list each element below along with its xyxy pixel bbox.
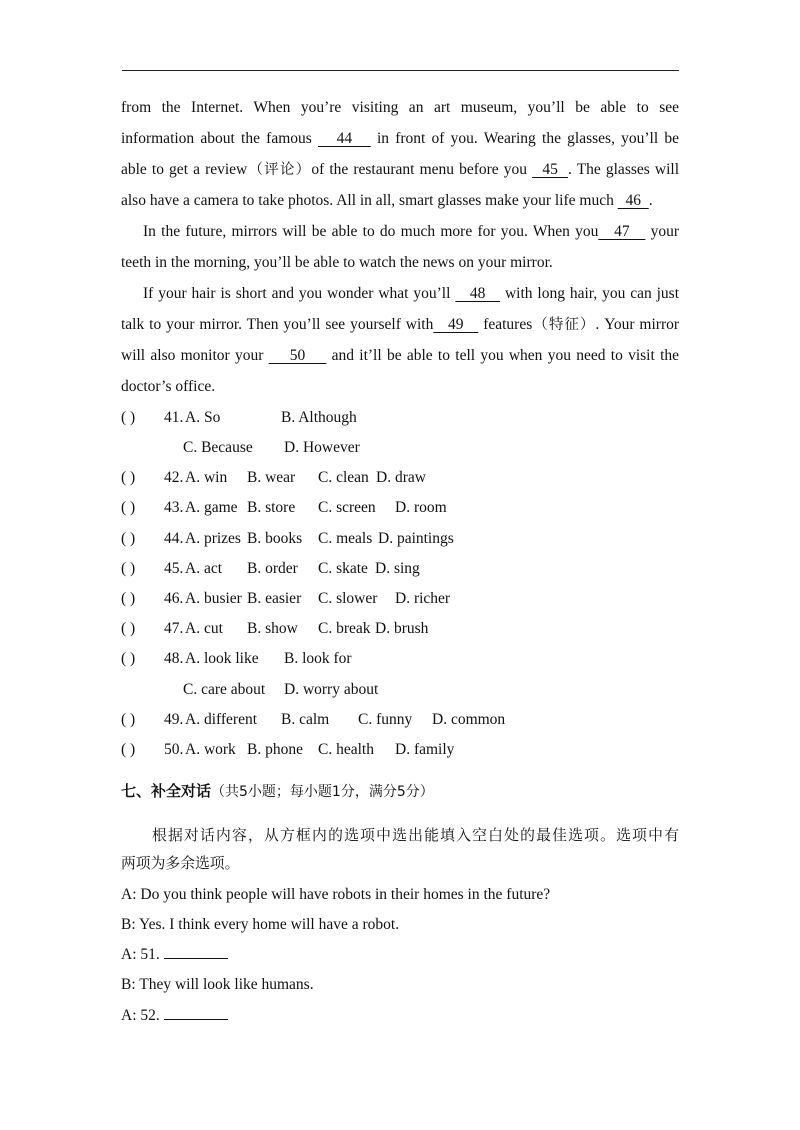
passage-line: also have a camera to take photos. All in all, smart glasses make your life much 46 . bbox=[121, 192, 653, 209]
dialogue-line: B: They will look like humans. bbox=[121, 976, 314, 993]
blank-44[interactable]: 44 bbox=[318, 130, 371, 147]
passage-line: able to get a review（评论）of the restaurant menu before you 45 . The glasses will bbox=[121, 161, 679, 178]
dialogue-line: B: Yes. I think every home will have a robot. bbox=[121, 916, 400, 933]
option-b[interactable]: B. books bbox=[247, 530, 303, 547]
option-c[interactable]: C. meals bbox=[318, 530, 373, 547]
option-d[interactable]: D. richer bbox=[395, 590, 451, 607]
option-b[interactable]: B. Although bbox=[281, 409, 357, 426]
passage-line: from the Internet. When you’re visiting an art museum, you’ll be able to see bbox=[121, 99, 679, 116]
header-rule bbox=[122, 70, 679, 71]
answer-paren[interactable]: ( ) bbox=[121, 499, 136, 516]
option-d[interactable]: D. worry about bbox=[284, 681, 379, 698]
instructions-line: 根据对话内容，从方框内的选项中选出能填入空白处的最佳选项。选项中有 bbox=[152, 827, 679, 844]
option-c[interactable]: C. break bbox=[318, 620, 371, 637]
option-c[interactable]: C. clean bbox=[318, 469, 369, 486]
passage-line: talk to your mirror. Then you’ll see yourself with 49 features（特征）. Your mirror bbox=[121, 316, 680, 333]
option-b[interactable]: B. phone bbox=[247, 741, 303, 758]
blank-49[interactable]: 49 bbox=[433, 316, 479, 333]
option-d[interactable]: D. common bbox=[432, 711, 506, 728]
option-a[interactable]: A. work bbox=[185, 741, 236, 758]
answer-blank-52[interactable] bbox=[164, 1005, 228, 1020]
answer-blank-51[interactable] bbox=[164, 944, 228, 959]
dialogue-line: A: Do you think people will have robots in their homes in the future? bbox=[121, 886, 551, 903]
option-d[interactable]: D. room bbox=[395, 499, 447, 516]
option-a[interactable]: A. So bbox=[185, 409, 221, 426]
dialogue-line: A: 52. bbox=[121, 1005, 679, 1027]
option-d[interactable]: D. However bbox=[284, 439, 360, 456]
blank-47[interactable]: 47 bbox=[598, 223, 646, 240]
option-a[interactable]: A. act bbox=[185, 560, 223, 577]
passage-line: doctor’s office. bbox=[121, 378, 216, 395]
passage-line: information about the famous 44 in front of you. Wearing the glasses, you’ll be bbox=[121, 130, 680, 147]
option-b[interactable]: B. order bbox=[247, 560, 298, 577]
answer-paren[interactable]: ( ) bbox=[121, 469, 136, 486]
option-d[interactable]: D. brush bbox=[375, 620, 429, 637]
answer-paren[interactable]: ( ) bbox=[121, 590, 136, 607]
answer-paren[interactable]: ( ) bbox=[121, 560, 136, 577]
option-c[interactable]: C. care about bbox=[183, 681, 266, 698]
section-heading: 七、补全对话（共5小题；每小题1分，满分5分） bbox=[121, 782, 434, 800]
instructions-line: 两项为多余选项。 bbox=[121, 855, 240, 872]
answer-paren[interactable]: ( ) bbox=[121, 650, 136, 667]
option-a[interactable]: A. look like bbox=[185, 650, 259, 667]
dialogue-line: A: 51. bbox=[121, 944, 679, 966]
option-b[interactable]: B. wear bbox=[247, 469, 296, 486]
option-d[interactable]: D. sing bbox=[375, 560, 420, 577]
passage-line: will also monitor your 50 and it’ll be able to tell you when you need to visit the bbox=[121, 347, 680, 364]
option-b[interactable]: B. easier bbox=[247, 590, 302, 607]
option-a[interactable]: A. busier bbox=[185, 590, 242, 607]
option-d[interactable]: D. family bbox=[395, 741, 455, 758]
answer-paren[interactable]: ( ) bbox=[121, 741, 136, 758]
passage-line: In the future, mirrors will be able to do much more for you. When you 47 your bbox=[143, 223, 680, 240]
passage-line: If your hair is short and you wonder what you’ll 48 with long hair, you can just bbox=[143, 285, 679, 302]
option-c[interactable]: C. health bbox=[318, 741, 374, 758]
passage-line: teeth in the morning, you’ll be able to watch the news on your mirror. bbox=[121, 254, 553, 271]
option-c[interactable]: C. skate bbox=[318, 560, 368, 577]
answer-paren[interactable]: ( ) bbox=[121, 711, 136, 728]
option-a[interactable]: A. win bbox=[185, 469, 228, 486]
option-c[interactable]: C. funny bbox=[358, 711, 413, 728]
option-b[interactable]: B. store bbox=[247, 499, 296, 516]
answer-paren[interactable]: ( ) bbox=[121, 530, 136, 547]
option-b[interactable]: B. calm bbox=[281, 711, 330, 728]
option-b[interactable]: B. look for bbox=[284, 650, 352, 667]
option-c[interactable]: C. slower bbox=[318, 590, 378, 607]
option-b[interactable]: B. show bbox=[247, 620, 298, 637]
option-a[interactable]: A. different bbox=[185, 711, 258, 728]
option-a[interactable]: A. game bbox=[185, 499, 238, 516]
blank-48[interactable]: 48 bbox=[455, 285, 501, 302]
option-a[interactable]: A. prizes bbox=[185, 530, 241, 547]
blank-50[interactable]: 50 bbox=[268, 347, 327, 364]
option-d[interactable]: D. draw bbox=[376, 469, 426, 486]
option-a[interactable]: A. cut bbox=[185, 620, 223, 637]
blank-45[interactable]: 45 bbox=[532, 161, 568, 178]
blank-46[interactable]: 46 bbox=[617, 192, 649, 209]
option-d[interactable]: D. paintings bbox=[378, 530, 454, 547]
option-c[interactable]: C. Because bbox=[183, 439, 253, 456]
option-c[interactable]: C. screen bbox=[318, 499, 376, 516]
answer-paren[interactable]: ( ) bbox=[121, 409, 136, 426]
answer-paren[interactable]: ( ) bbox=[121, 620, 136, 637]
